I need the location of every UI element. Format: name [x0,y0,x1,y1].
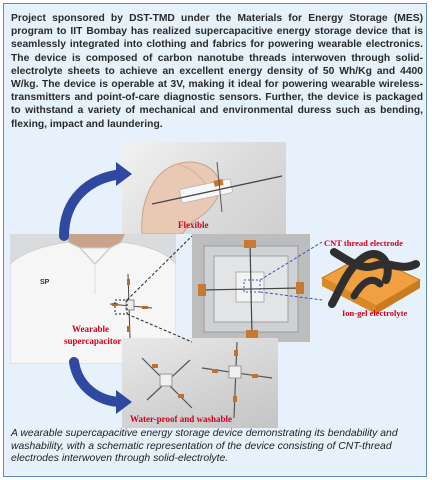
wearable-label: Wearable [72,324,109,334]
cnt-thread-label: CNT thread electrode [324,238,403,248]
supercapacitor-label: supercapacitor [64,336,122,346]
curved-arrows [64,162,132,414]
cnt-schematic [322,252,420,314]
figure-caption: A wearable supercapacitive energy storage device demonstrating its bendability and washability, with a schematic representation of the device consisting of CNT-thread electrodes interwoven through solid-electrolyte. [11,428,398,465]
figure-card [3,3,427,477]
intro-paragraph: Project sponsored by DST-TMD under the Materials for Energy Storage (MES) program to IIT Bombay has realized supercapacitive energy storage device that is seamlessly integrated into clothing and fabrics for powering wearable electronics. The device is composed of carbon nanotube threads interwoven through solid-electrolyte sheets to achieve an excellent energy density of 50 Wh/Kg and 4400 W/kg. The device is operable at 3V, making it ideal for powering wearable wireless-transmitters and point-of-care diagnostic sensors. Further, the device is packaged to withstand a variety of mechanical and environmental duress such as bending, flexing, impact and laundering. [11,13,423,130]
zoom-lines [115,236,322,342]
flexible-label: Flexible [178,220,209,230]
svg-text:SP: SP [40,279,50,286]
ion-gel-label: Ion-gel electrolyte [342,308,408,318]
waterproof-label: Water-proof and washable [130,414,233,424]
